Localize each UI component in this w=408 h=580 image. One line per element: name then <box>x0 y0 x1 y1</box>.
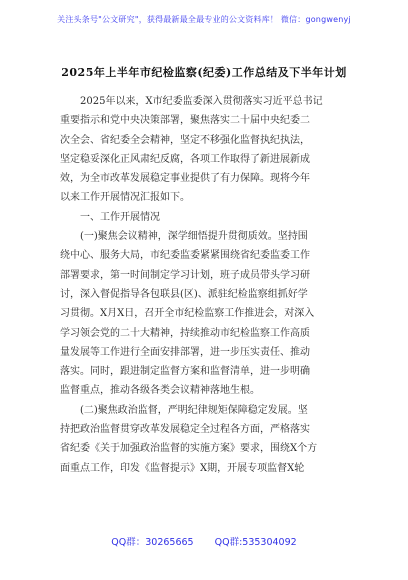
footer-qq-group-1: QQ群：30265665 <box>111 537 194 548</box>
body-line: 量发展等工作进行全面安排部署，进一步压实责任、推动 <box>60 346 310 358</box>
body-line: 面重点工作，印发《监督提示》X期，开展专项监督X轮 <box>60 462 305 474</box>
document-body <box>60 92 356 478</box>
document-title: 2025年上半年市纪检监察(纪委)工作总结及下半年计划 <box>61 66 347 79</box>
body-line: 持把政治监督贯穿改革发展稳定全过程各方面，严格落实 <box>60 424 310 436</box>
body-line: 2025年以来，X市纪委监委深入贯彻落实习近平总书记 <box>80 96 323 107</box>
body-line: 重要指示和党中央决策部署，聚焦落实二十届中央纪委二 <box>60 115 310 127</box>
body-line: 次全会、省纪委全会精神，坚定不移强化监督执纪执法， <box>60 134 310 146</box>
body-line: 部署要求，第一时间制定学习计划，班子成员带头学习研 <box>60 269 310 281</box>
body-line: 学习领会党的二十大精神，持续推动市纪检监察工作高质 <box>60 327 310 339</box>
footer-qq-groups <box>0 534 408 548</box>
body-line: 以来工作开展情况汇报如下。 <box>60 192 190 204</box>
body-line: (二)聚焦政治监督，严明纪律规矩保障稳定发展。坚 <box>80 404 308 416</box>
body-line: 习贯彻。X月X日，召开全市纪检监察工作推进会，对深入 <box>60 308 315 320</box>
header-banner: 关注头条号"公文研究"，获得最新最全最专业的公文资料库！ 微信：gongwenyj <box>57 15 351 24</box>
body-line: (一)聚焦会议精神，深学细悟提升贯彻质效。坚持围 <box>80 231 308 243</box>
body-line: 效，为全市改革发展稳定事业提供了有力保障。现将今年 <box>60 173 310 185</box>
body-line: 讨，深入督促指导各包联县(区)、派驻纪检监察组抓好学 <box>60 288 308 300</box>
body-line: 一、工作开展情况 <box>80 211 160 223</box>
body-line: 落实。同时，跟进制定监督方案和监督清单，进一步明确 <box>60 366 310 378</box>
body-line: 省纪委《关于加强政治监督的实施方案》要求，围绕X个方 <box>60 443 318 455</box>
body-line: 监督重点，推动各级各类会议精神落地生根。 <box>60 385 260 397</box>
footer-qq-group-2: QQ群:535304092 <box>214 537 297 548</box>
body-line: 绕中心、服务大局，市纪委监委紧紧围绕省纪委监委工作 <box>60 250 310 262</box>
body-line: 坚定稳妥深化正风肃纪反腐，各项工作取得了新进展新成 <box>60 153 310 165</box>
